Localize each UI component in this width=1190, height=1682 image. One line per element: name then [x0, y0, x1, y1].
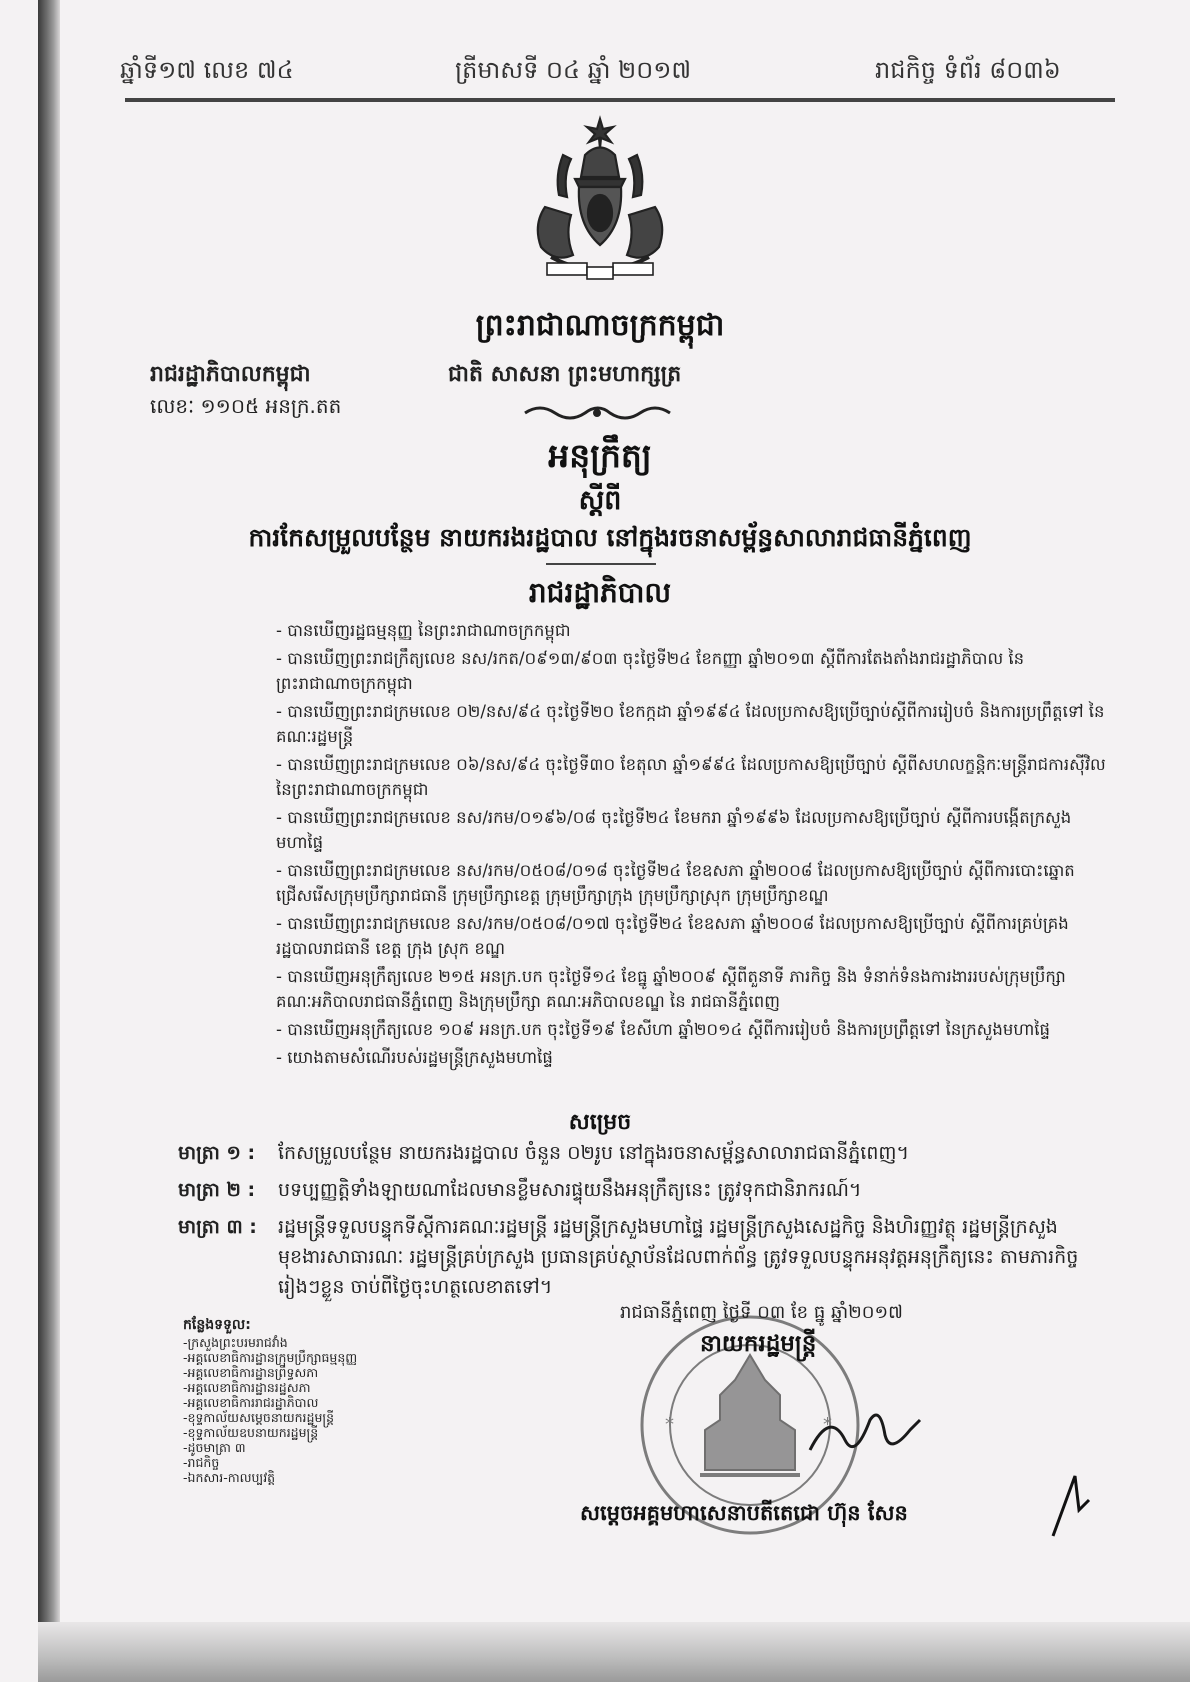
kingdom-title: ព្រះរាជាណាចក្រកម្ពុជា — [475, 308, 725, 343]
recipient-item: -ដូចមាត្រា ៣ — [183, 1440, 246, 1455]
preamble-item: - បានឃើញព្រះរាជក្រឹត្យលេខ នស/រកត/០៩១៣/៩០៣ ចុះថ្ងៃទី២៤ ខែកញ្ញា ឆ្នាំ២០១៣ ស្តីពីការតែងតាំងរាជរដ្ឋាភិបាល នៃព្រះរាជាណាចក្រកម្ពុជា — [276, 649, 1025, 693]
recipient-item: -ឯកសារ-កាលប្បវត្តិ — [183, 1470, 276, 1485]
initial-mark-icon — [1045, 1470, 1095, 1540]
subject-divider — [546, 563, 656, 565]
preamble-item: - បានឃើញព្រះរាជក្រមលេខ ០៦/នស/៩៤ ចុះថ្ងៃទី៣០ ខែតុលា ឆ្នាំ១៩៩៤ ដែលប្រកាសឱ្យប្រើច្បាប់ ស្តីពីសហលក្ខន្តិកៈមន្ត្រីរាជការស៊ីវិល នៃព្រះរាជាណាចក្រកម្ពុជា — [276, 755, 1106, 799]
article-text: រដ្ឋមន្ត្រីទទួលបន្ទុកទីស្តីការគណៈរដ្ឋមន្ត្រី រដ្ឋមន្ត្រីក្រសួងមហាផ្ទៃ រដ្ឋមន្ត្រីក្រសួងសេដ្ឋកិច្ច និងហិរញ្ញវត្ថុ រដ្ឋមន្ត្រីក្រសួងមុខងារសាធារណៈ រដ្ឋមន្ត្រីគ្រប់ក្រសួង ប្រធានគ្រប់ស្ថាប័នដែលពាក់ព័ន្ធ ត្រូវទទួលបន្ទុកអនុវត្តអនុក្រឹត្យនេះ តាមភារកិច្ចរៀងៗខ្លួន ចាប់ពីថ្ងៃចុះហត្ថលេខាតទៅ។ — [278, 1216, 1079, 1298]
recipient-item: -អគ្គលេខាធិការដ្ឋានព្រឹទ្ធសភា — [183, 1365, 319, 1380]
article-text: បទប្បញ្ញត្តិទាំងឡាយណាដែលមានខ្លឹមសារផ្ទុយនឹងអនុក្រឹត្យនេះ ត្រូវទុកជានិរាករណ៍។ — [278, 1179, 862, 1201]
recipients-block — [183, 1318, 463, 1485]
recipient-item: -អគ្គលេខាធិការដ្ឋានរដ្ឋសភា — [183, 1380, 311, 1395]
signing-date: រាជធានីភ្នំពេញ ថ្ងៃទី ០៣ ខែ ធ្នូ ឆ្នាំ២០១៧ — [620, 1302, 903, 1323]
about-label: ស្តីពី — [578, 485, 622, 516]
article-label: មាត្រា ២ : — [178, 1179, 256, 1201]
article-label: មាត្រា ១ : — [178, 1142, 256, 1164]
preamble-item: - បានឃើញព្រះរាជក្រមលេខ ០២/នស/៩៤ ចុះថ្ងៃទី២០ ខែកក្កដា ឆ្នាំ១៩៩៤ ដែលប្រកាសឱ្យប្រើច្បាប់ស្តីពីការរៀបចំ និងការប្រព្រឹត្តទៅ នៃគណៈរដ្ឋមន្ត្រី — [276, 702, 1105, 746]
header-page: រាជកិច្ច ទំព័រ ៨០៣៦ — [875, 56, 1061, 84]
signature-icon — [800, 1400, 930, 1470]
preamble-item: - បានឃើញអនុក្រឹត្យលេខ ១០៩ អនក្រ.បក ចុះថ្ងៃទី១៩ ខែសីហា ឆ្នាំ២០១៤ ស្តីពីការរៀបចំ និងការប្រព្រឹត្តទៅ នៃក្រសួងមហាផ្ទៃ — [276, 1020, 1050, 1039]
svg-text:*: * — [823, 1414, 832, 1435]
preamble-item: - បានឃើញរដ្ឋធម្មនុញ្ញ នៃព្រះរាជាណាចក្រកម្ពុជា — [276, 621, 571, 640]
national-motto: ជាតិ សាសនា ព្រះមហាក្សត្រ — [448, 362, 682, 387]
article-1 — [178, 1138, 1098, 1168]
scan-bottom-edge — [38, 1622, 1190, 1682]
issuer-title: រាជរដ្ឋាភិបាល — [528, 576, 672, 609]
ornament-divider-icon — [520, 401, 675, 423]
preamble-item: - បានឃើញអនុក្រឹត្យលេខ ២១៥ អនក្រ.បក ចុះថ្ងៃទី១៤ ខែធ្នូ ឆ្នាំ២០០៩ ស្តីពីតួនាទី ភារកិច្ច និង ទំនាក់ទំនងការងាររបស់ក្រុមប្រឹក្សា គណៈអភិបាលរាជធានីភ្នំពេញ និងក្រុមប្រឹក្សា គណៈអភិបាលខណ្ឌ នៃ រាជធានីភ្នំពេញ — [276, 967, 1066, 1011]
recipient-item: -ខុទ្ទកាល័យឧបនាយករដ្ឋមន្ត្រី — [183, 1425, 319, 1440]
header-issue: ឆ្នាំទី១៧ លេខ ៧៤ — [120, 56, 294, 84]
recipient-item: -អគ្គលេខាធិការដ្ឋានក្រុមប្រឹក្សាធម្មនុញ្ញ — [183, 1350, 358, 1365]
reference-number: លេខៈ ១១០៥ អនក្រ.តត — [150, 394, 342, 418]
article-text: កែសម្រួលបន្ថែម នាយករងរដ្ឋបាល ចំនួន ០២រូប នៅក្នុងរចនាសម្ព័ន្ធសាលារាជធានីភ្នំពេញ។ — [278, 1142, 909, 1164]
preamble-item: - យោងតាមសំណើរបស់រដ្ឋមន្ត្រីក្រសួងមហាផ្ទៃ — [276, 1048, 553, 1067]
recipient-item: -ក្រសួងព្រះបរមរាជវាំង — [183, 1335, 288, 1350]
recipient-item: -អគ្គលេខាធិការរាជរដ្ឋាភិបាល — [183, 1395, 319, 1410]
preamble-item: - បានឃើញព្រះរាជក្រមលេខ នស/រកម/០៥០៨/០១៧ ចុះថ្ងៃទី២៤ ខែឧសភា ឆ្នាំ២០០៨ ដែលប្រកាសឱ្យប្រើច្បាប់ ស្តីពីការគ្រប់គ្រងរដ្ឋបាលរាជធានី ខេត្ត ក្រុង ស្រុក ខណ្ឌ — [276, 914, 1069, 958]
prime-minister-name: សម្តេចអគ្គមហាសេនាបតីតេជោ ហ៊ុន សែន — [580, 1501, 908, 1525]
document-type-title: អនុក្រឹត្យ — [548, 436, 652, 475]
preamble-list — [276, 618, 1106, 1073]
article-3 — [178, 1212, 1098, 1302]
preamble-item: - បានឃើញព្រះរាជក្រមលេខ នស/រកម/០១៩៦/០៨ ចុះថ្ងៃទី២៤ ខែមករា ឆ្នាំ១៩៩៦ ដែលប្រកាសឱ្យប្រើច្បាប់ ស្តីពីការបង្កើតក្រសួងមហាផ្ទៃ — [276, 808, 1072, 852]
header-divider — [125, 98, 1115, 102]
document-subject: ការកែសម្រួលបន្ថែម នាយករងរដ្ឋបាល នៅក្នុងរចនាសម្ព័ន្ធសាលារាជធានីភ្នំពេញ — [248, 523, 972, 552]
articles-section — [178, 1138, 1098, 1309]
prime-minister-title: នាយករដ្ឋមន្ត្រី — [700, 1331, 817, 1357]
header-date: ត្រីមាសទី ០៤ ឆ្នាំ ២០១៧ — [455, 56, 692, 84]
decision-heading: សម្រេច — [568, 1110, 632, 1135]
svg-text:*: * — [665, 1414, 674, 1435]
scan-left-edge — [38, 0, 60, 1682]
recipients-title: កន្លែងទទួល: — [183, 1317, 251, 1333]
article-2 — [178, 1175, 1098, 1205]
royal-coat-of-arms-icon — [515, 115, 685, 290]
recipient-item: -រាជកិច្ច — [183, 1455, 220, 1470]
preamble-item: - បានឃើញព្រះរាជក្រមលេខ នស/រកម/០៥០៨/០១៨ ចុះថ្ងៃទី២៤ ខែឧសភា ឆ្នាំ២០០៨ ដែលប្រកាសឱ្យប្រើច្បាប់ ស្តីពីការបោះឆ្នោតជ្រើសរើសក្រុមប្រឹក្សារាជធានី ក្រុមប្រឹក្សាខេត្ត ក្រុមប្រឹក្សាក្រុង ក្រុមប្រឹក្សាស្រុក ក្រុមប្រឹក្សាខណ្ឌ — [276, 861, 1075, 905]
recipient-item: -ខុទ្ទកាល័យសម្តេចនាយករដ្ឋមន្ត្រី — [183, 1410, 335, 1425]
recipients-list — [183, 1335, 463, 1485]
government-name: រាជរដ្ឋាភិបាលកម្ពុជា — [150, 362, 311, 387]
article-label: មាត្រា ៣ : — [178, 1216, 257, 1238]
gazette-header — [120, 55, 1120, 95]
